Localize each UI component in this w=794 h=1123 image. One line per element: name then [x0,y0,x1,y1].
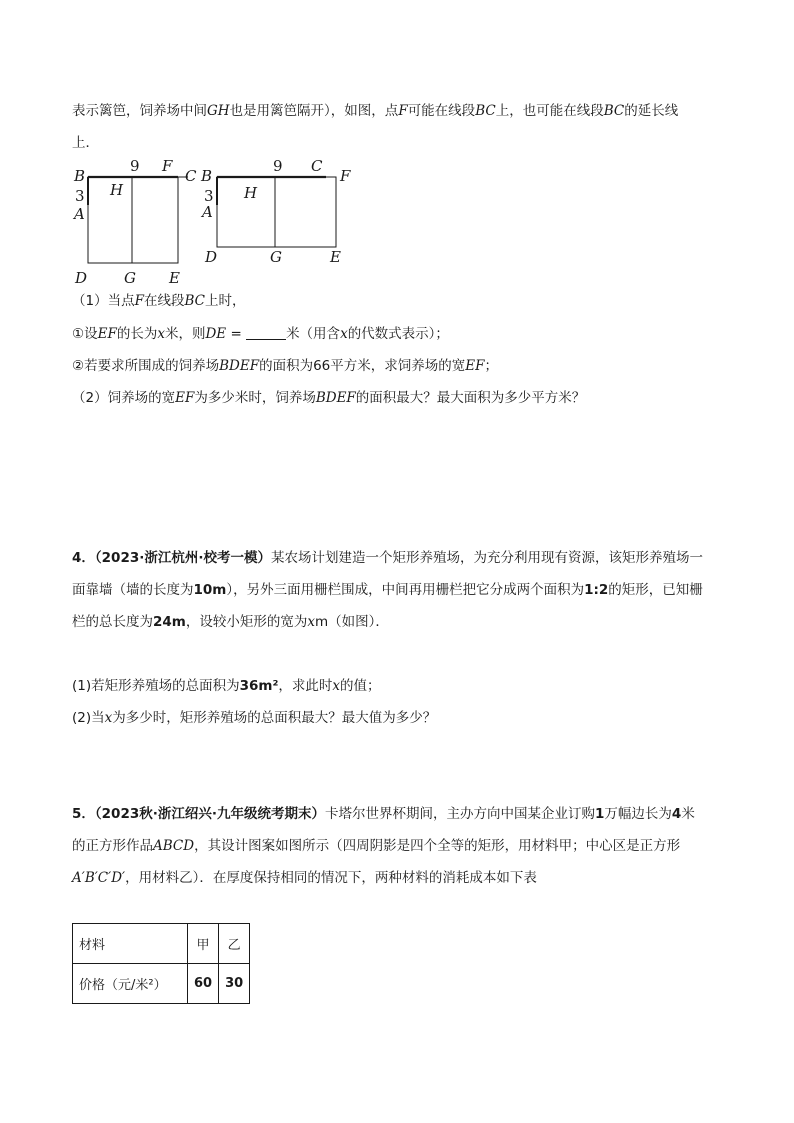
table-cell: 30 [219,964,250,1004]
label-f: F [162,157,173,175]
label-3: 3 [204,187,214,205]
problem-source: （2023·浙江杭州·校考一模） [94,550,271,566]
p3-intro-line2: 上． [72,135,99,151]
p3-q1-1 [72,325,449,343]
math: GH [207,103,230,119]
text: 万幅边长为 [604,806,672,822]
text: ，用材料乙）．在厚度保持相同的情况下，两种材料的消耗成本如下表 [125,870,537,886]
math: BDEF [315,390,356,406]
text: 的值； [340,678,381,694]
problem-number: 5． [72,806,95,822]
text: 为多少时，矩形养殖场的总面积最大？最大值为多少？ [112,710,437,726]
p3-q2 [72,389,585,407]
text: 也是用篱笆隔开），如图，点 [229,103,399,119]
table-row [73,964,250,1004]
label-f: F [340,167,351,185]
label-d: D [75,269,88,287]
p4-line1 [72,549,703,567]
math: x [104,710,113,726]
text: ，其设计图案如图所示（四周阴影是四个全等的矩形，用材料甲；中心区是正方形 [194,838,681,854]
text: 为多少米时，饲养场 [194,390,316,406]
text: 的正方形作品 [72,838,153,854]
text: 米 [681,806,695,822]
label-h: H [244,184,258,202]
text: 上，也可能在线段 [495,103,604,119]
text: 某农场计划建造一个矩形养殖场，为充分利用现有资源，该矩形养殖场一 [271,550,703,566]
text: ②若要求所围成的饲养场 [72,358,220,374]
p3-q1 [72,292,245,310]
text: 上时， [204,293,246,309]
text: 平方米，求饲养场的宽 [330,358,466,374]
math: BC [475,103,496,119]
math: BC [603,103,625,119]
label-g: G [124,269,136,287]
table-row [73,924,250,964]
p5-line2 [72,837,680,855]
text: 米（用含 [286,326,341,342]
text: 66 [313,358,331,374]
math: BDEF [219,358,260,374]
text: 栏的总长度为 [72,614,153,630]
answer-blank[interactable] [246,326,286,340]
text: ①设 [72,326,98,342]
table-cell: 乙 [219,924,250,964]
text: ； [484,358,498,374]
text: 的面积为 [259,358,314,374]
math: x [157,326,165,342]
rect-bdef [217,177,336,247]
text: ，求此时 [278,678,333,694]
math: A′B′C′D′ [72,870,126,886]
text: 米，则 [164,326,206,342]
text: (1)若矩形养殖场的总面积为 [72,678,240,694]
label-c: C [311,157,323,175]
text: ，设较小矩形的宽为 [185,614,308,630]
math: EF [175,390,195,406]
math: x [307,614,315,630]
text: 10m [193,582,227,598]
label-h: H [110,181,124,199]
text: 24m [153,614,186,630]
text: （1）当点 [72,293,135,309]
rect-bdef [88,177,178,263]
math: F [398,103,408,119]
label-9: 9 [130,157,140,175]
p5-line1 [72,805,695,823]
p3-q1-2 [72,357,498,375]
figure-left [70,155,213,290]
label-b: B [201,167,213,185]
text: 可能在线段 [407,103,476,119]
label-e: E [169,269,180,287]
table-cell: 价格（元/米²） [73,964,188,1004]
text: 1 [595,806,605,822]
label-a: A [74,205,85,223]
math: F [134,293,144,309]
text: 卡塔尔世界杯期间，主办方向中国某企业订购 [325,806,595,822]
text: 4 [671,806,682,822]
math: x [340,326,348,342]
math: EF [97,326,117,342]
text: 表示篱笆，饲养场中间 [72,103,207,119]
p4-q2 [72,709,436,727]
math: EF [465,358,485,374]
label-c: C [185,167,197,185]
label-g: G [270,248,282,266]
math: x [332,678,341,694]
p4-q1 [72,677,381,695]
figure-right [197,155,362,270]
label-d: D [205,248,218,266]
p4-line2 [72,581,703,599]
text: （2）饲养场的宽 [72,390,176,406]
text: 1:2 [584,582,609,598]
p4-line3 [72,613,389,631]
text: ），另外三面用栅栏围成，中间再用栅栏把它分成两个面积为 [226,582,585,598]
text: 面靠墙（墙的长度为 [72,582,194,598]
math: BC [184,293,205,309]
text: 36m² [239,678,279,694]
text: m（如图）． [314,614,389,630]
table-cell: 60 [188,964,219,1004]
label-e: E [330,248,341,266]
text: 的代数式表示）； [347,326,449,342]
label-9: 9 [273,157,283,175]
problem-source: （2023秋·浙江绍兴·九年级统考期末） [94,806,325,822]
text: 的长为 [116,326,158,342]
label-3: 3 [75,187,85,205]
table-cell: 材料 [73,924,188,964]
table-cell: 甲 [188,924,219,964]
p3-intro-line1 [72,102,678,120]
text: 在线段 [143,293,185,309]
label-a: A [202,203,213,221]
problem-number: 4． [72,550,95,566]
math: ABCD [153,838,195,854]
text: 的延长线 [624,103,679,119]
p5-line3 [72,869,537,887]
label-b: B [74,167,86,185]
text: = [226,326,247,342]
text: 的面积最大？最大面积为多少平方米？ [355,390,586,406]
price-table [72,923,250,1004]
text: (2)当 [72,710,105,726]
math: DE [205,326,227,342]
text: 的矩形，已知栅 [608,582,703,598]
